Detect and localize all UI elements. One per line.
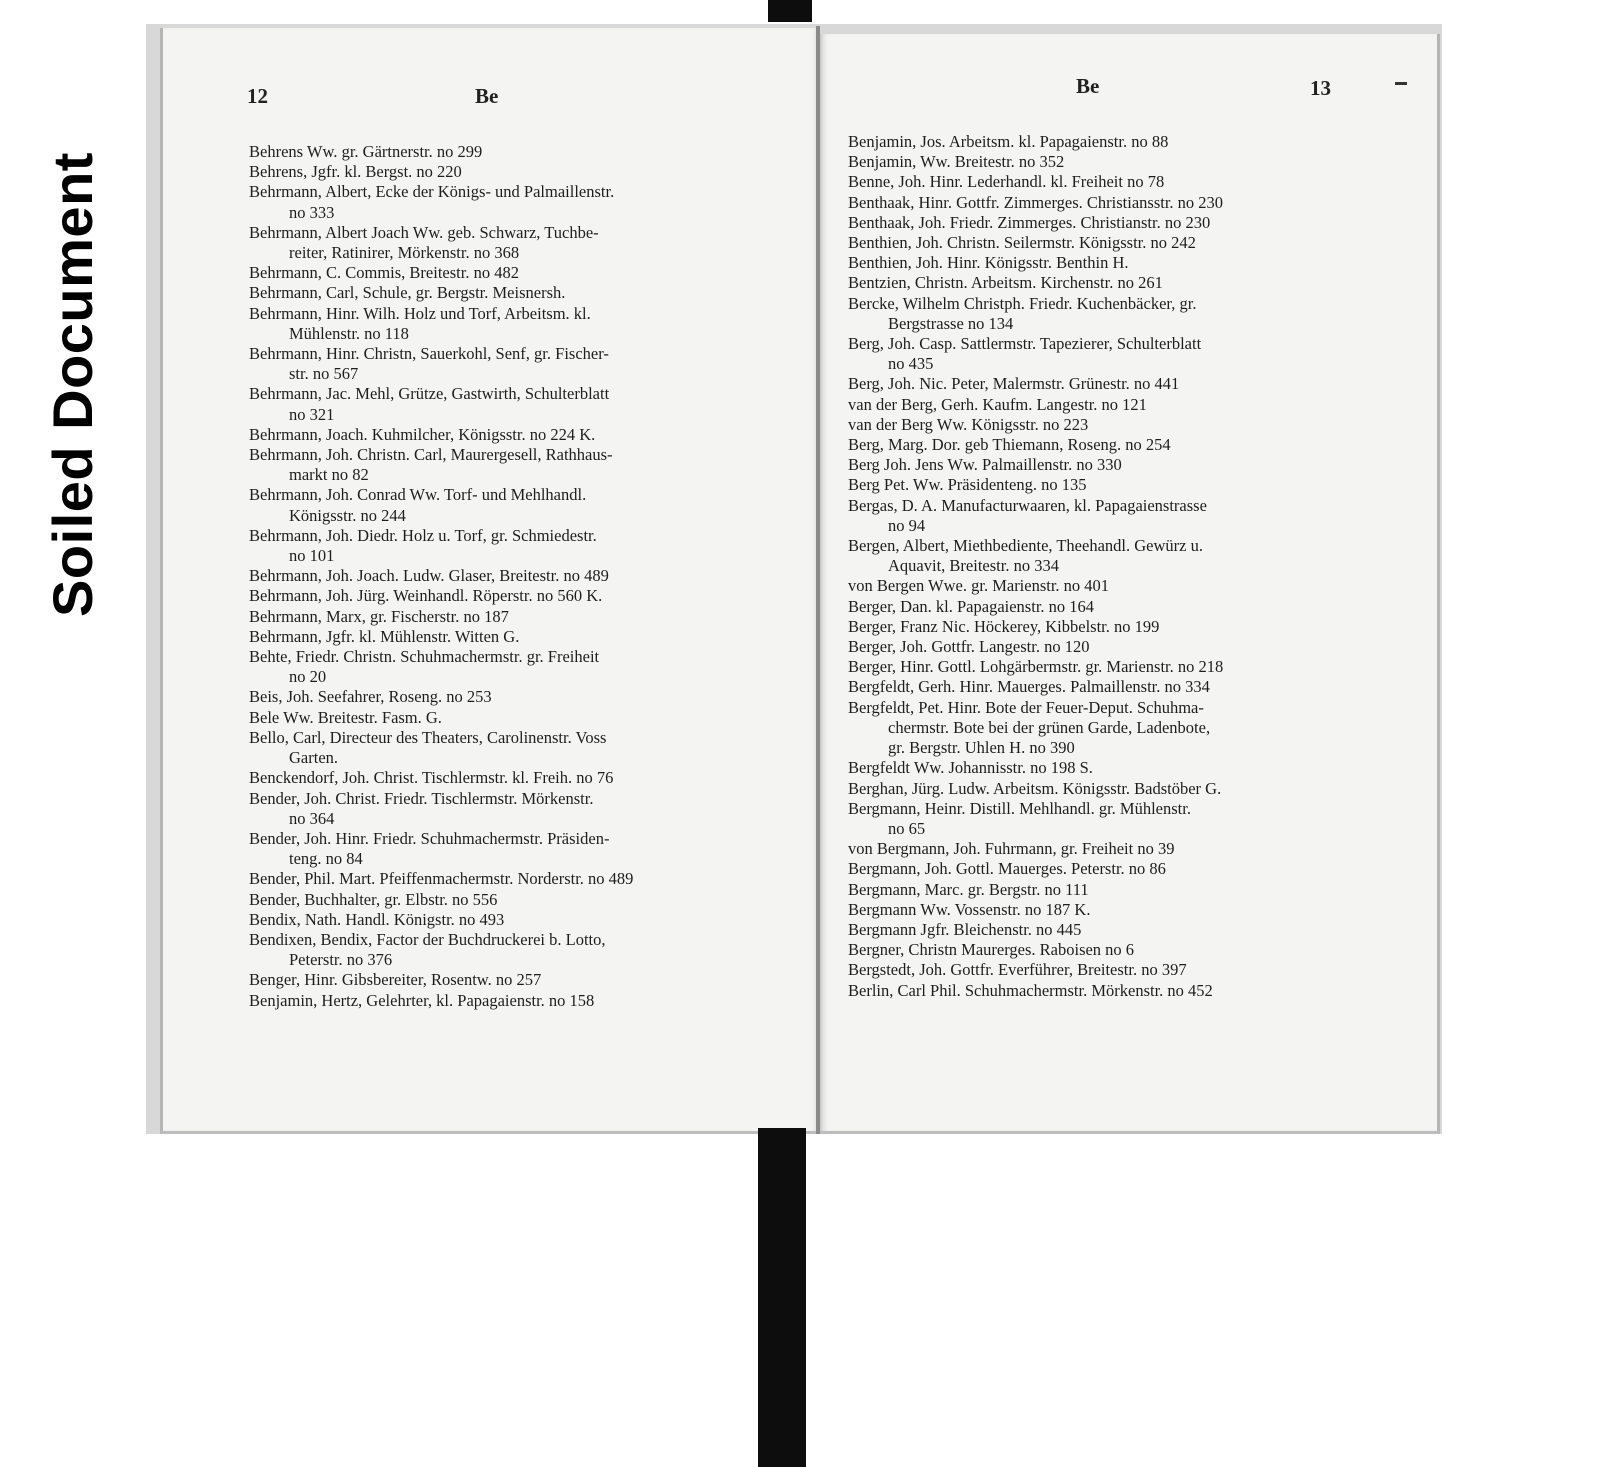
entry-line: Behrmann, Albert, Ecke der Königs- und Palmaillenstr.: [249, 182, 615, 202]
entry-line: Berger, Hinr. Gottl. Lohgärbermstr. gr. Marienstr. no 218: [848, 657, 1224, 677]
entry-line: Bele Ww. Breitestr. Fasm. G.: [249, 707, 442, 727]
entry-line: no 321: [289, 404, 335, 424]
entry-line: Bendixen, Bendix, Factor der Buchdruckerei b. Lotto,: [249, 929, 606, 949]
entry-line: Behrmann, Marx, gr. Fischerstr. no 187: [249, 606, 509, 626]
entry-line: Behrmann, Joh. Joach. Ludw. Glaser, Breitestr. no 489: [249, 566, 609, 586]
entry-line: no 94: [888, 515, 926, 535]
entry-line: Bello, Carl, Directeur des Theaters, Carolinenstr. Voss: [249, 727, 607, 747]
entry-line: Behrmann, Carl, Schule, gr. Bergstr. Meisnersh.: [249, 283, 566, 303]
binding-strip-bottom: [758, 1128, 806, 1467]
entry-line: Bergner, Christn Maurerges. Raboisen no 6: [848, 940, 1135, 960]
entry-line: Bergstrasse no 134: [888, 313, 1014, 333]
entry-line: Bender, Buchhalter, gr. Elbstr. no 556: [249, 889, 498, 909]
entry-line: Bender, Joh. Hinr. Friedr. Schuhmachermstr. Präsiden-: [249, 828, 610, 848]
entry-line: Königsstr. no 244: [289, 505, 406, 525]
margin-dash: [1395, 82, 1407, 85]
entry-line: no 435: [888, 354, 934, 374]
entry-line: Bergmann Ww. Vossenstr. no 187 K.: [848, 899, 1091, 919]
left-running-head: Be: [475, 84, 499, 108]
entry-line: Benthaak, Hinr. Gottfr. Zimmerges. Christiansstr. no 230: [848, 192, 1224, 212]
entry-line: Berghan, Jürg. Ludw. Arbeitsm. Königsstr. Badstöber G.: [848, 778, 1222, 798]
entry-line: Benckendorf, Joh. Christ. Tischlermstr. kl. Freih. no 76: [249, 768, 614, 788]
entry-line: Aquavit, Breitestr. no 334: [888, 556, 1059, 576]
entry-line: chermstr. Bote bei der grünen Garde, Ladenbote,: [888, 717, 1211, 737]
entry-line: van der Berg, Gerh. Kaufm. Langestr. no 121: [848, 394, 1147, 414]
entry-line: Behrens, Jgfr. kl. Bergst. no 220: [249, 162, 462, 182]
entry-line: von Bergen Wwe. gr. Marienstr. no 401: [848, 576, 1110, 596]
entry-line: gr. Bergstr. Uhlen H. no 390: [888, 738, 1075, 758]
left-page: [160, 28, 820, 1134]
entry-line: Bergfeldt Ww. Johannisstr. no 198 S.: [848, 758, 1093, 778]
right-page: [820, 34, 1440, 1134]
entry-line: Behrens Ww. gr. Gärtnerstr. no 299: [249, 142, 483, 161]
entry-line: Berger, Franz Nic. Höckerey, Kibbelstr. no 199: [848, 616, 1160, 636]
entry-line: Bergmann, Marc. gr. Bergstr. no 111: [848, 879, 1089, 899]
entry-line: Berger, Dan. kl. Papagaienstr. no 164: [848, 596, 1095, 616]
entry-line: Behrmann, Albert Joach Ww. geb. Schwarz, Tuchbe-: [249, 222, 599, 242]
entry-line: Benthien, Joh. Christn. Seilermstr. Königsstr. no 242: [848, 233, 1196, 253]
entry-line: markt no 82: [289, 465, 369, 485]
entry-line: Bendix, Nath. Handl. Königstr. no 493: [249, 909, 505, 929]
right-entry-list: [848, 132, 1350, 1001]
entry-line: Behrmann, Joh. Christn. Carl, Maurergesell, Rathhaus-: [249, 445, 613, 465]
entry-line: Bergmann, Heinr. Distill. Mehlhandl. gr. Mühlenstr.: [848, 798, 1191, 818]
entry-line: Berg, Joh. Casp. Sattlermstr. Tapezierer, Schulterblatt: [848, 334, 1202, 354]
entry-line: Benjamin, Hertz, Gelehrter, kl. Papagaienstr. no 158: [249, 990, 595, 1010]
entry-line: no 20: [289, 667, 327, 687]
entry-line: Mühlenstr. no 118: [289, 323, 409, 343]
entry-line: Berg, Marg. Dor. geb Thiemann, Roseng. no 254: [848, 435, 1171, 455]
entry-line: van der Berg Ww. Königsstr. no 223: [848, 414, 1089, 434]
entry-line: Benjamin, Jos. Arbeitsm. kl. Papagaienstr. no 88: [848, 132, 1169, 151]
entry-line: Behrmann, Hinr. Wilh. Holz und Torf, Arbeitsm. kl.: [249, 303, 591, 323]
entry-line: Benger, Hinr. Gibsbereiter, Rosentw. no 257: [249, 970, 542, 990]
page-gutter: [816, 26, 820, 1134]
entry-line: Bergas, D. A. Manufacturwaaren, kl. Papagaienstrasse: [848, 495, 1207, 515]
binding-strip-top: [768, 0, 812, 22]
entry-line: reiter, Ratinirer, Mörkenstr. no 368: [289, 243, 520, 263]
entry-line: Bergmann Jgfr. Bleichenstr. no 445: [848, 919, 1082, 939]
entry-line: Behrmann, Hinr. Christn, Sauerkohl, Senf, gr. Fischer-: [249, 344, 609, 364]
entry-line: Benthien, Joh. Hinr. Königsstr. Benthin H.: [848, 253, 1129, 273]
entry-line: Behrmann, Jgfr. kl. Mühlenstr. Witten G.: [249, 626, 520, 646]
stamp-label: Soiled Document: [40, 151, 104, 617]
entry-line: Behrmann, Jac. Mehl, Grütze, Gastwirth, Schulterblatt: [249, 384, 610, 404]
entry-line: Bender, Joh. Christ. Friedr. Tischlermstr. Mörkenstr.: [249, 788, 594, 808]
entry-line: Berlin, Carl Phil. Schuhmachermstr. Mörkenstr. no 452: [848, 980, 1213, 1000]
soiled-document-stamp: [40, 132, 104, 636]
entry-line: Berg Joh. Jens Ww. Palmaillenstr. no 330: [848, 455, 1122, 475]
entry-line: no 333: [289, 202, 335, 222]
entry-line: Beis, Joh. Seefahrer, Roseng. no 253: [249, 687, 492, 707]
entry-line: teng. no 84: [289, 849, 363, 869]
entry-line: Bergfeldt, Pet. Hinr. Bote der Feuer-Deput. Schuhma-: [848, 697, 1204, 717]
entry-line: Berg Pet. Ww. Präsidenteng. no 135: [848, 475, 1087, 495]
entry-line: Garten.: [289, 748, 339, 768]
entry-line: Bergfeldt, Gerh. Hinr. Mauerges. Palmaillenstr. no 334: [848, 677, 1210, 697]
entry-line: no 364: [289, 808, 335, 828]
entry-line: Bender, Phil. Mart. Pfeiffenmachermstr. Norderstr. no 489: [249, 869, 634, 889]
entry-line: Benjamin, Ww. Breitestr. no 352: [848, 152, 1065, 172]
entry-line: no 101: [289, 546, 335, 566]
entry-line: Bergmann, Joh. Gottl. Mauerges. Peterstr. no 86: [848, 859, 1166, 879]
entry-line: Bercke, Wilhelm Christph. Friedr. Kuchenbäcker, gr.: [848, 293, 1197, 313]
entry-line: Benne, Joh. Hinr. Lederhandl. kl. Freiheit no 78: [848, 172, 1165, 192]
entry-line: Bergen, Albert, Miethbediente, Theehandl. Gewürz u.: [848, 536, 1203, 556]
entry-line: von Bergmann, Joh. Fuhrmann, gr. Freiheit no 39: [848, 839, 1175, 859]
entry-line: Behte, Friedr. Christn. Schuhmachermstr. gr. Freiheit: [249, 647, 600, 667]
entry-line: Behrmann, C. Commis, Breitestr. no 482: [249, 263, 519, 283]
entry-line: Peterstr. no 376: [289, 950, 393, 970]
left-entry-list: [249, 142, 749, 1011]
entry-line: Benthaak, Joh. Friedr. Zimmerges. Christianstr. no 230: [848, 212, 1211, 232]
entry-line: no 65: [888, 818, 926, 838]
left-page-number: 12: [247, 84, 268, 108]
entry-line: Bentzien, Christn. Arbeitsm. Kirchenstr. no 261: [848, 273, 1163, 293]
entry-line: str. no 567: [289, 364, 359, 384]
right-page-number: 13: [1310, 76, 1331, 100]
entry-line: Bergstedt, Joh. Gottfr. Everführer, Breitestr. no 397: [848, 960, 1187, 980]
entry-line: Berg, Joh. Nic. Peter, Malermstr. Grünestr. no 441: [848, 374, 1180, 394]
entry-line: Behrmann, Joh. Jürg. Weinhandl. Röperstr. no 560 K.: [249, 586, 603, 606]
entry-line: Behrmann, Joh. Conrad Ww. Torf- und Mehlhandl.: [249, 485, 587, 505]
entry-line: Behrmann, Joach. Kuhmilcher, Königsstr. no 224 K.: [249, 424, 596, 444]
entry-line: Behrmann, Joh. Diedr. Holz u. Torf, gr. Schmiedestr.: [249, 525, 597, 545]
right-running-head: Be: [1076, 74, 1100, 98]
entry-line: Berger, Joh. Gottfr. Langestr. no 120: [848, 637, 1090, 657]
